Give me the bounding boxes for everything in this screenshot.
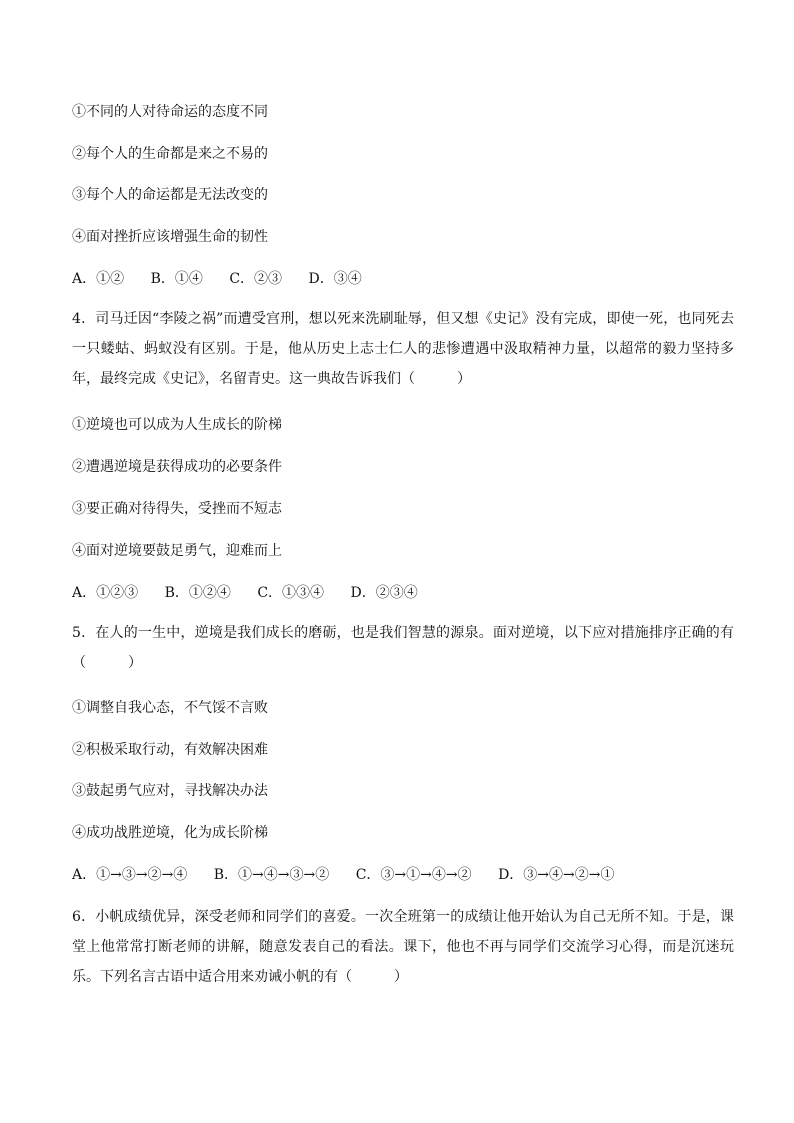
q4-item-4: ④面对逆境要鼓足勇气，迎难而上 xyxy=(72,543,282,559)
q3-item-2: ②每个人的生命都是来之不易的 xyxy=(72,146,268,162)
q4-item-1: ①逆境也可以成为人生成长的阶梯 xyxy=(72,417,282,433)
q3-option-b: B．①④ xyxy=(150,271,203,287)
q4-option-d: D．②③④ xyxy=(350,585,418,601)
q5-option-a: A．①→③→②→④ xyxy=(72,867,188,883)
q4-option-a: A．①②③ xyxy=(72,585,139,601)
q4-options xyxy=(72,582,732,604)
q3-option-a: A．①② xyxy=(72,271,125,287)
q3-options xyxy=(72,268,732,290)
q5-option-b: B．①→④→③→② xyxy=(213,867,330,883)
q3-item-4: ④面对挫折应该增强生命的韧性 xyxy=(72,229,268,245)
q6-stem: 6．小帆成绩优异，深受老师和同学们的喜爱。一次全班第一的成绩让他开始认为自己无所不知。于是，课堂上他常常打断老师的讲解，随意发表自己的看法。课下，他也不再与同学们交流学习心得，而是沉迷玩乐。下列名言古语中适合用来劝诫小帆的有（ ） xyxy=(72,909,734,985)
q5-item-4: ④成功战胜逆境，化为成长阶梯 xyxy=(72,825,268,841)
q3-item-1: ①不同的人对待命运的态度不同 xyxy=(72,104,268,120)
q3-item-3: ③每个人的命运都是无法改变的 xyxy=(72,187,268,203)
q5-item-2: ②积极采取行动，有效解决困难 xyxy=(72,742,268,758)
q5-options xyxy=(72,864,732,886)
q5-option-d: D．③→④→②→① xyxy=(498,867,615,883)
q5-item-3: ③鼓起勇气应对，寻找解决办法 xyxy=(72,783,268,799)
q4-item-3: ③要正确对待得失，受挫而不短志 xyxy=(72,501,282,517)
q4-stem: 4．司马迁因“李陵之祸”而遭受宫刑，想以死来洗刷耻辱，但又想《史记》没有完成，即使一死，也同死去一只蝼蛄、蚂蚁没有区别。于是，他从历史上志士仁人的悲惨遭遇中汲取精神力量，以超常的毅力坚持多年，最终完成《史记》，名留青史。这一典故告诉我们（ ） xyxy=(72,311,734,387)
q3-option-c: C．②③ xyxy=(229,271,283,287)
q4-option-b: B．①②④ xyxy=(164,585,231,601)
q5-stem: 5．在人的一生中，逆境是我们成长的磨砺，也是我们智慧的源泉。面对逆境，以下应对措施排序正确的有（ ） xyxy=(72,625,734,671)
q3-option-d: D．③④ xyxy=(308,271,362,287)
q5-item-1: ①调整自我心态，不气馁不言败 xyxy=(72,700,268,716)
q4-item-2: ②遭遇逆境是获得成功的必要条件 xyxy=(72,459,282,475)
q5-option-c: C．③→①→④→② xyxy=(355,867,472,883)
q4-option-c: C．①③④ xyxy=(257,585,325,601)
